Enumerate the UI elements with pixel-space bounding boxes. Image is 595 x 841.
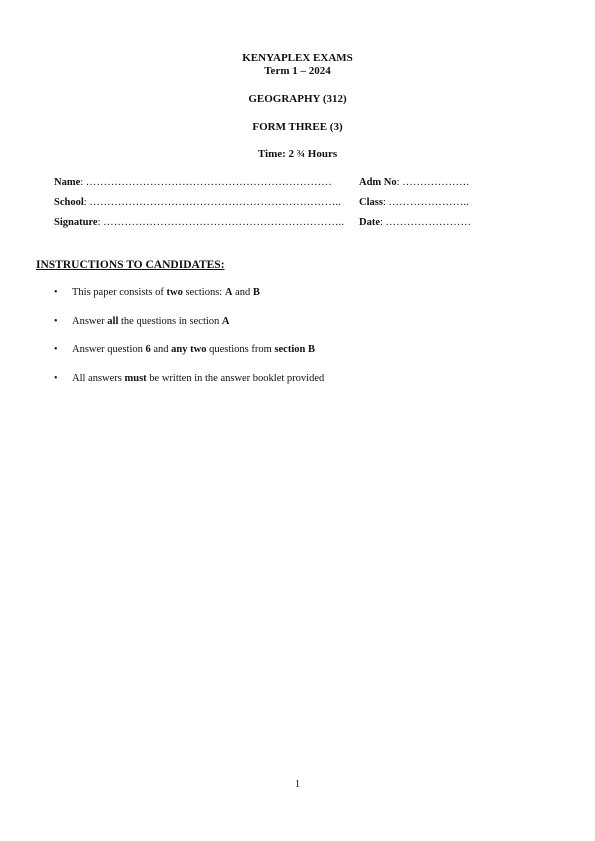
name-label: Name [54, 177, 81, 188]
school-row: School: …………………………………………………………….. Class: ………………….. [54, 197, 470, 208]
bullet-icon: • [54, 344, 58, 355]
instruction-text: any two [171, 344, 207, 355]
instruction-text: two [166, 287, 183, 298]
exam-term: Term 1 – 2024 [264, 65, 331, 77]
exam-duration: Time: 2 ¾ Hours [257, 148, 338, 160]
instruction-text: Answer [72, 315, 108, 327]
instruction-item [54, 315, 554, 328]
instruction-text: and [232, 287, 253, 298]
instruction-item [54, 343, 554, 356]
date-blank: …………………… [385, 217, 472, 228]
signature-label: Signature [54, 217, 98, 228]
instruction-text: Answer question [72, 344, 146, 355]
class-label: Class [359, 197, 383, 208]
adm-no-label: Adm No [359, 177, 397, 188]
instructions-heading: INSTRUCTIONS TO CANDIDATES: [36, 259, 225, 271]
school-label: School [54, 197, 84, 208]
date-label: Date [359, 217, 380, 228]
instruction-item [54, 372, 554, 385]
instruction-text: B [252, 287, 260, 298]
signature-row: Signature: ………………………………………………………….. Date: …………………… [54, 217, 472, 228]
instruction-text: all [107, 315, 119, 327]
subject-title: GEOGRAPHY (312) [248, 93, 347, 105]
adm-no-field: Adm No: ………………. [359, 177, 470, 188]
name-row: Name: …………………………………………………………… Adm No: ………………. [54, 177, 470, 188]
class-field: Class: ………………….. [359, 197, 470, 208]
instructions-list [54, 286, 554, 400]
instruction-text: A [224, 287, 233, 298]
exam-body-title: KENYAPLEX EXAMS [242, 52, 353, 64]
instruction-text: questions from [206, 344, 275, 355]
adm-no-blank: ………………. [402, 177, 470, 188]
name-blank: …………………………………………………………… [85, 177, 332, 188]
page-number: 1 [294, 779, 301, 790]
instruction-text: must [124, 372, 147, 384]
instruction-text: and [150, 344, 172, 355]
school-blank: …………………………………………………………….. [89, 197, 342, 208]
date-field: Date: …………………… [359, 217, 472, 228]
instruction-text: This paper consists of [72, 287, 167, 298]
bullet-icon: • [54, 315, 58, 327]
bullet-icon: • [54, 372, 58, 384]
instruction-text: section B [274, 344, 315, 355]
instruction-text: A [221, 315, 230, 327]
instruction-item [54, 286, 554, 299]
signature-blank: ………………………………………………………….. [103, 217, 345, 228]
instruction-text: 6 [145, 344, 151, 355]
instruction-text: the questions in section [118, 315, 222, 327]
instruction-text: be written in the answer booklet provided [146, 372, 325, 384]
form-title: FORM THREE (3) [252, 121, 343, 133]
class-blank: ………………….. [388, 197, 470, 208]
instruction-text: sections: [182, 287, 225, 298]
bullet-icon: • [54, 287, 58, 298]
instruction-text: All answers [72, 372, 125, 384]
